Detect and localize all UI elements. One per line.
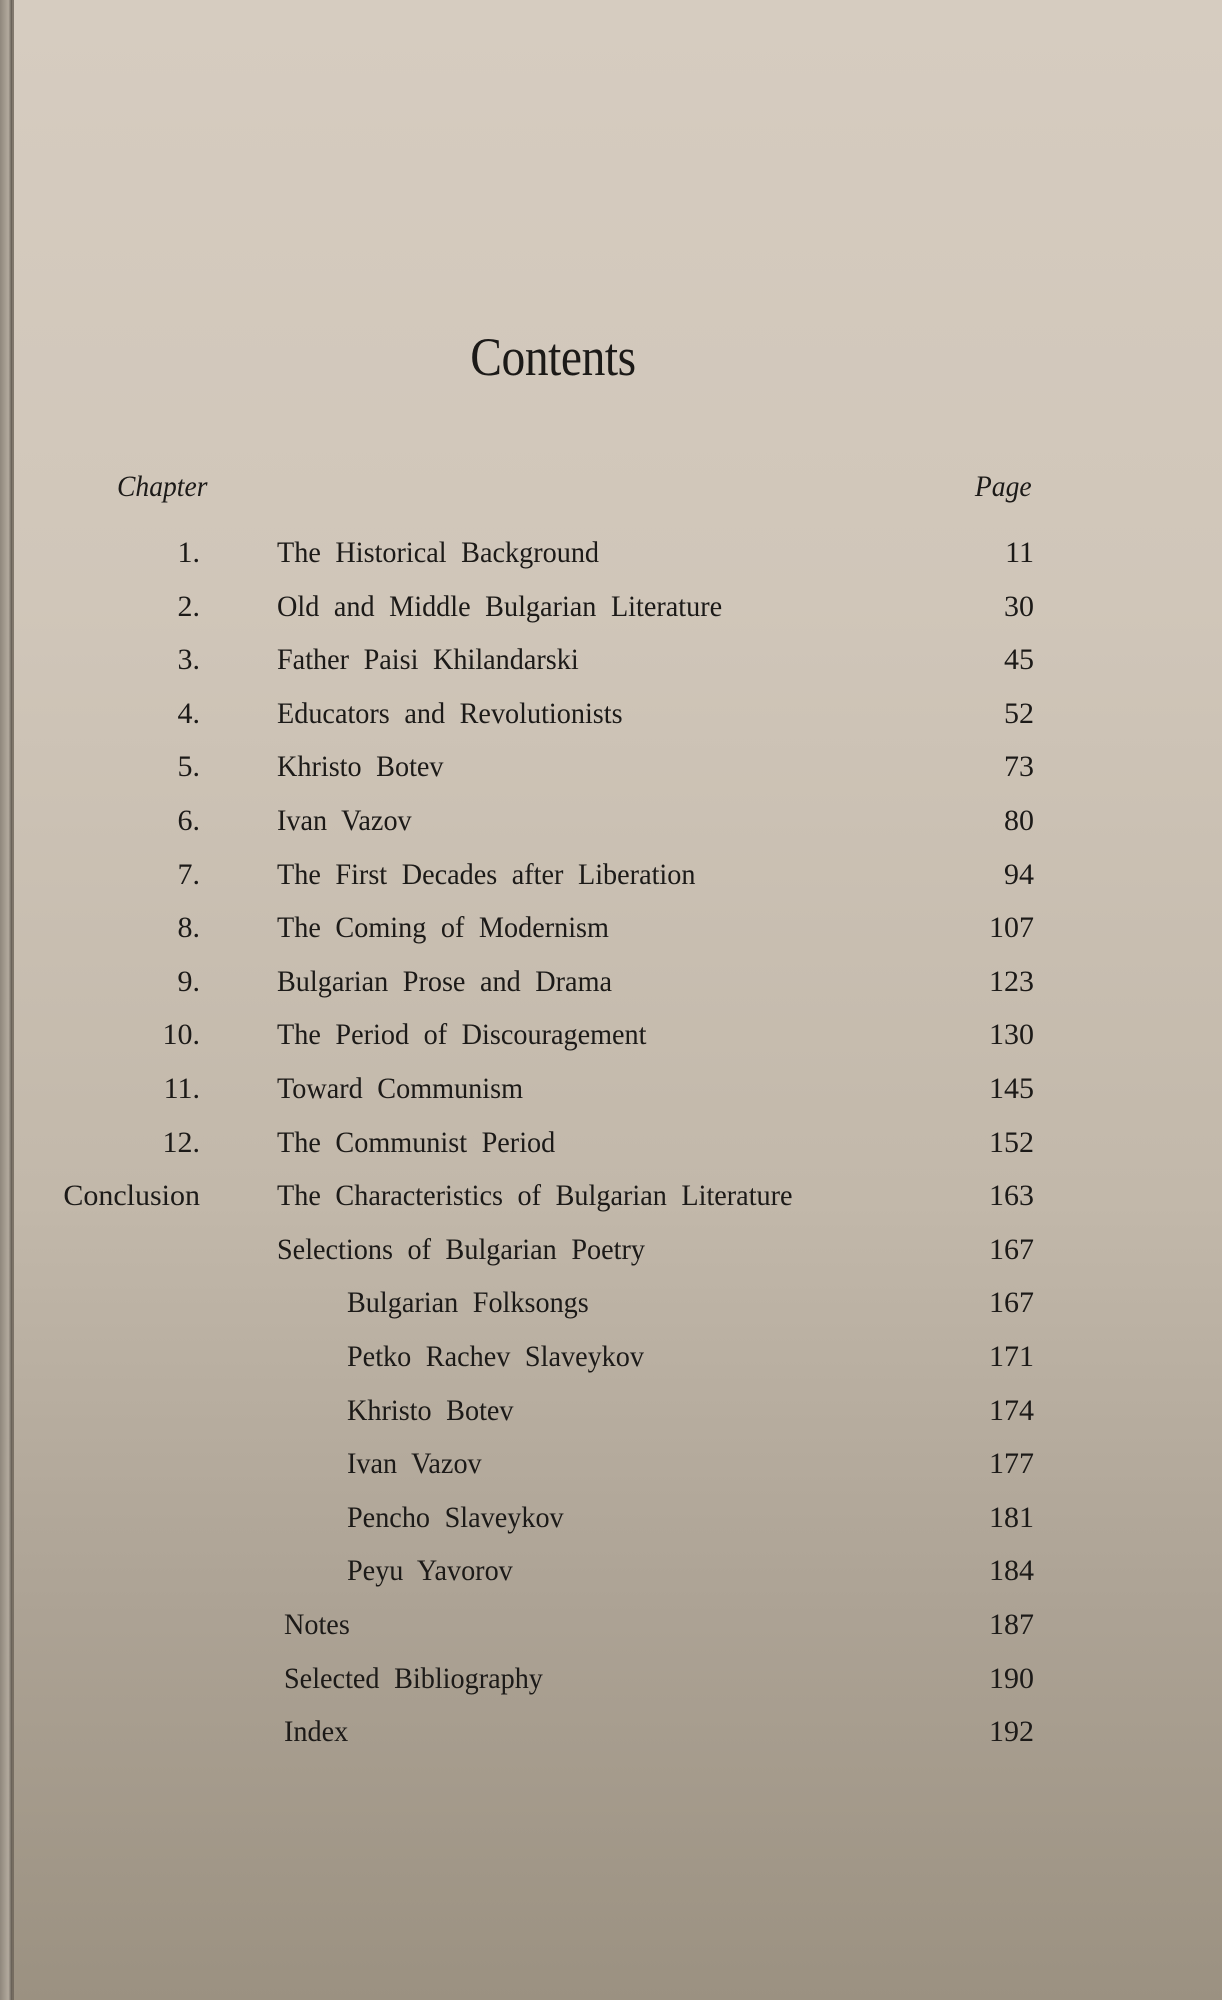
toc-entry <box>0 1010 1222 1060</box>
toc-entry-title: Khristo Botev <box>277 750 444 784</box>
toc-entry <box>0 742 1222 792</box>
toc-entry-number: 7. <box>177 857 200 891</box>
toc-entry <box>0 1118 1222 1168</box>
toc-entry <box>0 1600 1222 1650</box>
toc-entry-page: 145 <box>989 1072 1034 1105</box>
toc-entry-page: 123 <box>989 964 1034 998</box>
toc-entry <box>0 689 1222 739</box>
toc-entry-page: 152 <box>989 1125 1034 1159</box>
page-column-header: Page <box>975 470 1032 503</box>
toc-entry <box>0 1493 1222 1543</box>
toc-entry-title: The Communist Period <box>277 1125 556 1159</box>
toc-entry-number: 11. <box>163 1072 200 1105</box>
toc-entry-title: Bulgarian Folksongs <box>347 1286 589 1320</box>
toc-entry-page: 107 <box>989 911 1034 945</box>
toc-entry <box>0 796 1222 846</box>
toc-entry-page: 167 <box>989 1232 1034 1266</box>
toc-entry-number: 9. <box>177 964 200 998</box>
toc-entry-page: 187 <box>989 1608 1034 1641</box>
page-title: Contents <box>470 327 636 387</box>
toc-entry-page: 30 <box>1004 589 1034 623</box>
toc-entry-title: The Coming of Modernism <box>277 911 609 945</box>
toc-entry-page: 190 <box>989 1661 1034 1695</box>
toc-entry-page: 80 <box>1004 804 1034 837</box>
toc-entry-number: 3. <box>177 643 200 677</box>
toc-entry-page: 11 <box>1005 536 1034 569</box>
toc-entry-number: 1. <box>177 536 200 569</box>
chapter-column-header: Chapter <box>117 470 208 503</box>
toc-entry-title: Ivan Vazov <box>277 804 412 837</box>
toc-entry <box>0 1654 1222 1704</box>
toc-entry <box>0 1707 1222 1757</box>
toc-entry-page: 181 <box>989 1500 1034 1534</box>
toc-entry-title: Educators and Revolutionists <box>277 696 623 730</box>
toc-entry-page: 174 <box>989 1393 1034 1427</box>
toc-entry-number: 8. <box>177 911 200 945</box>
toc-entry-title: Pencho Slaveykov <box>347 1500 564 1534</box>
toc-entry-page: 130 <box>989 1018 1034 1052</box>
toc-entry-number: 6. <box>177 804 200 837</box>
toc-entry <box>0 528 1222 578</box>
toc-entry-title: The Period of Discouragement <box>277 1018 647 1052</box>
toc-entry-page: 45 <box>1004 643 1034 677</box>
toc-entry-page: 52 <box>1004 696 1034 730</box>
toc-entry-title: The Characteristics of Bulgarian Literature <box>277 1179 793 1213</box>
toc-entry-title: Petko Rachev Slaveykov <box>347 1340 644 1373</box>
toc-entry <box>0 1546 1222 1596</box>
toc-entry-title: Father Paisi Khilandarski <box>277 643 579 677</box>
toc-entry-number: 12. <box>162 1125 200 1159</box>
toc-entry-page: 171 <box>989 1340 1034 1373</box>
toc-entry-number: 10. <box>162 1018 200 1052</box>
toc-entry-number: 5. <box>177 750 200 784</box>
toc-entry-title: Bulgarian Prose and Drama <box>277 964 613 998</box>
toc-entry-title: Selected Bibliography <box>284 1661 543 1695</box>
toc-entry-page: 167 <box>989 1286 1034 1320</box>
toc-entry <box>0 850 1222 900</box>
toc-entry <box>0 903 1222 953</box>
toc-entry-title: Old and Middle Bulgarian Literature <box>277 589 723 623</box>
toc-entry-title: Notes <box>284 1608 350 1641</box>
toc-entry-number: 2. <box>177 589 200 623</box>
toc-entry <box>0 1171 1222 1221</box>
toc-entry-title: Index <box>284 1715 349 1749</box>
toc-entry-page: 192 <box>989 1715 1034 1749</box>
toc-entry-title: Peyu Yavorov <box>347 1554 513 1588</box>
toc-entry <box>0 1225 1222 1275</box>
toc-entry-number: Conclusion <box>63 1179 200 1213</box>
toc-entry <box>0 635 1222 685</box>
toc-entry-title: The Historical Background <box>277 536 600 569</box>
toc-entry-page: 184 <box>989 1554 1034 1588</box>
toc-entry-title: Selections of Bulgarian Poetry <box>277 1232 645 1266</box>
toc-entry-number: 4. <box>177 696 200 730</box>
toc-entry <box>0 582 1222 632</box>
toc-entry <box>0 957 1222 1007</box>
toc-entry-page: 163 <box>989 1179 1034 1213</box>
toc-entry-page: 177 <box>989 1447 1034 1481</box>
toc-entry <box>0 1278 1222 1328</box>
toc-entry-title: Khristo Botev <box>347 1393 514 1427</box>
toc-entry <box>0 1332 1222 1382</box>
toc-entry-title: Toward Communism <box>277 1072 524 1105</box>
toc-entry-page: 94 <box>1004 857 1034 891</box>
toc-entry-title: Ivan Vazov <box>347 1447 482 1481</box>
toc-entry <box>0 1439 1222 1489</box>
toc-entry <box>0 1386 1222 1436</box>
toc-entry-page: 73 <box>1004 750 1034 784</box>
toc-entry <box>0 1064 1222 1114</box>
toc-entry-title: The First Decades after Liberation <box>277 857 696 891</box>
